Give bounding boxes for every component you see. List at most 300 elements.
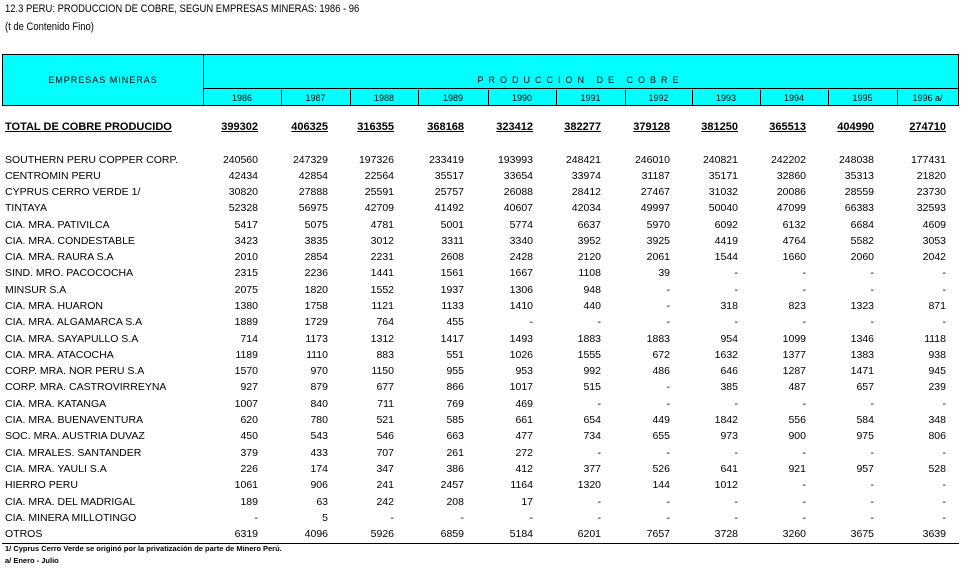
table-row <box>0 381 980 397</box>
table-cell: 620 <box>240 414 258 426</box>
table-cell: 17 <box>521 496 533 508</box>
table-cell: 4781 <box>370 219 394 231</box>
table-cell: 1555 <box>577 349 601 361</box>
table-cell: - <box>942 284 946 296</box>
table-cell: - <box>734 496 738 508</box>
table-cell: - <box>597 398 601 410</box>
table-row <box>0 447 980 463</box>
table-cell: - <box>870 284 874 296</box>
table-cell: 1164 <box>510 479 533 491</box>
table-cell: 1883 <box>646 333 670 345</box>
table-cell: 174 <box>310 463 328 475</box>
table-cell: 49997 <box>640 202 670 214</box>
table-cell: 6684 <box>850 219 874 231</box>
table-cell: 30820 <box>228 186 258 198</box>
table-cell: 780 <box>310 414 328 426</box>
table-cell: 7657 <box>646 528 670 540</box>
table-cell: 1441 <box>370 267 394 279</box>
table-cell: 42854 <box>298 170 328 182</box>
row-label: CYPRUS CERRO VERDE 1/ <box>5 186 141 198</box>
table-cell: 1173 <box>305 333 328 345</box>
table-cell: - <box>666 398 670 410</box>
table-row <box>0 300 980 316</box>
table-cell: 32860 <box>776 170 806 182</box>
table-cell: 25757 <box>434 186 464 198</box>
table-cell: - <box>802 398 806 410</box>
table-cell: 486 <box>652 365 670 377</box>
table-cell: 1758 <box>304 300 328 312</box>
table-cell: 28412 <box>571 186 601 198</box>
row-label: SIND. MRO. PACOCOCHA <box>5 267 134 279</box>
table-cell: 382277 <box>564 121 601 133</box>
table-cell: 551 <box>446 349 464 361</box>
table-cell: 1108 <box>578 267 601 279</box>
table-row <box>0 154 980 170</box>
table-cell: - <box>734 398 738 410</box>
table-cell: 47099 <box>776 202 806 214</box>
table-cell: 543 <box>310 430 328 442</box>
table-cell: 2060 <box>850 251 874 263</box>
table-cell: 5417 <box>234 219 258 231</box>
table-cell: 2854 <box>304 251 328 263</box>
table-cell: 515 <box>583 381 601 393</box>
table-cell: 52328 <box>228 202 258 214</box>
table-cell: 1820 <box>304 284 328 296</box>
table-cell: 32593 <box>916 202 946 214</box>
table-cell: 399302 <box>221 121 258 133</box>
table-cell: - <box>802 267 806 279</box>
table-cell: 3675 <box>850 528 874 540</box>
row-label: CIA. MRA. HUARON <box>5 300 104 312</box>
row-label: CIA. MRA. ALGAMARCA S.A <box>5 316 143 328</box>
table-cell: 1323 <box>850 300 874 312</box>
table-cell: 3952 <box>577 235 601 247</box>
year-header: 1989 <box>418 90 489 105</box>
table-cell: - <box>529 316 533 328</box>
row-label: SOC. MRA. AUSTRIA DUVAZ <box>5 430 145 442</box>
row-label: TINTAYA <box>5 202 47 214</box>
table-row <box>0 365 980 381</box>
row-label: CIA. MRA. KATANGA <box>5 398 107 410</box>
table-cell: 26088 <box>503 186 533 198</box>
table-cell: 945 <box>928 365 946 377</box>
table-row <box>0 398 980 414</box>
table-row <box>0 251 980 267</box>
table-cell: 39 <box>658 267 670 279</box>
table-cell: 189 <box>240 496 258 508</box>
table-cell: 1729 <box>304 316 328 328</box>
production-group-header: PRODUCCION DE COBRE <box>203 55 958 89</box>
table-cell: 412 <box>515 463 533 475</box>
table-cell: 5001 <box>440 219 464 231</box>
table-row <box>0 170 980 186</box>
table-cell: 546 <box>376 430 394 442</box>
table-cell: 1312 <box>370 333 394 345</box>
table-cell: 655 <box>652 430 670 442</box>
table-cell: 2061 <box>646 251 670 263</box>
table-cell: 1061 <box>234 479 258 491</box>
table-cell: 241 <box>376 479 394 491</box>
table-cell: 144 <box>652 479 670 491</box>
table-cell: - <box>460 512 464 524</box>
table-cell: 455 <box>446 316 464 328</box>
table-cell: 31032 <box>708 186 738 198</box>
table-cell: 1552 <box>370 284 394 296</box>
table-cell: 900 <box>788 430 806 442</box>
year-header: 1992 <box>625 90 693 105</box>
table-cell: 239 <box>928 381 946 393</box>
table-cell: 1493 <box>509 333 533 345</box>
table-cell: 368168 <box>427 121 464 133</box>
table-cell: 2428 <box>509 251 533 263</box>
table-cell: 469 <box>515 398 533 410</box>
year-header: 1990 <box>488 90 557 105</box>
year-header: 1996 a/ <box>912 92 943 103</box>
table-cell: 1133 <box>441 300 464 312</box>
table-cell: 1012 <box>714 479 738 491</box>
table-cell: 1883 <box>577 333 601 345</box>
table-cell: 42434 <box>228 170 258 182</box>
table-cell: 379128 <box>633 121 670 133</box>
row-label: CIA. MRALES. SANTANDER <box>5 447 142 459</box>
table-cell: 66383 <box>844 202 874 214</box>
table-cell: - <box>802 512 806 524</box>
table-cell: 2075 <box>234 284 258 296</box>
table-cell: 27467 <box>640 186 670 198</box>
table-cell: 404990 <box>837 121 874 133</box>
table-cell: - <box>734 316 738 328</box>
table-cell: - <box>870 447 874 459</box>
table-cell: 1320 <box>577 479 601 491</box>
table-cell: 23730 <box>916 186 946 198</box>
table-cell: 806 <box>928 430 946 442</box>
table-cell: 50040 <box>708 202 738 214</box>
table-cell: 1377 <box>782 349 806 361</box>
table-cell: 318 <box>720 300 738 312</box>
table-cell: 646 <box>720 365 738 377</box>
table-cell: - <box>802 284 806 296</box>
table-cell: 714 <box>240 333 258 345</box>
table-cell: 35517 <box>434 170 464 182</box>
table-cell: 2042 <box>922 251 946 263</box>
table-cell: 3925 <box>646 235 670 247</box>
table-cell: 385 <box>720 381 738 393</box>
table-cell: - <box>666 512 670 524</box>
table-cell: 35313 <box>844 170 874 182</box>
table-cell: 2120 <box>577 251 601 263</box>
table-cell: 5075 <box>304 219 328 231</box>
table-cell: - <box>870 496 874 508</box>
table-cell: 1471 <box>850 365 874 377</box>
table-cell: 1632 <box>714 349 738 361</box>
table-cell: 6319 <box>234 528 258 540</box>
table-cell: - <box>942 398 946 410</box>
table-row <box>0 349 980 365</box>
table-row <box>0 479 980 495</box>
row-label: SOUTHERN PERU COPPER CORP. <box>5 154 179 166</box>
row-label: CIA. MRA. SAYAPULLO S.A <box>5 333 139 345</box>
table-cell: 5926 <box>370 528 394 540</box>
table-cell: - <box>529 512 533 524</box>
table-cell: 5 <box>322 512 328 524</box>
table-cell: 4096 <box>304 528 328 540</box>
table-cell: 1544 <box>714 251 738 263</box>
table-cell: 42709 <box>364 202 394 214</box>
table-cell: 3423 <box>234 235 258 247</box>
table-cell: 3728 <box>714 528 738 540</box>
table-cell: 433 <box>310 447 328 459</box>
table-cell: 3311 <box>441 235 464 247</box>
table-cell: 734 <box>583 430 601 442</box>
table-cell: 2236 <box>304 267 328 279</box>
table-cell: 33654 <box>503 170 533 182</box>
table-cell: - <box>870 479 874 491</box>
table-row <box>0 496 980 512</box>
year-header: 1994 <box>760 90 829 105</box>
table-cell: 970 <box>310 365 328 377</box>
table-cell: 1561 <box>440 267 464 279</box>
table-cell: 663 <box>446 430 464 442</box>
table-cell: - <box>666 447 670 459</box>
table-cell: 3053 <box>922 235 946 247</box>
table-cell: - <box>734 447 738 459</box>
table-row <box>0 512 980 528</box>
row-label: TOTAL DE COBRE PRODUCIDO <box>5 121 172 133</box>
table-row <box>0 186 980 202</box>
table-cell: 1842 <box>714 414 738 426</box>
table-cell: 21820 <box>916 170 946 182</box>
companies-column-header: EMPRESAS MINERAS <box>3 55 204 105</box>
table-cell: 63 <box>316 496 328 508</box>
table-cell: 1380 <box>234 300 258 312</box>
table-cell: 879 <box>310 381 328 393</box>
table-cell: 2231 <box>370 251 394 263</box>
row-label: CIA. MRA. PATIVILCA <box>5 219 110 231</box>
table-cell: 27888 <box>298 186 328 198</box>
table-cell: 921 <box>788 463 806 475</box>
table-cell: 193993 <box>497 154 533 166</box>
table-cell: 585 <box>446 414 464 426</box>
table-cell: - <box>942 479 946 491</box>
table-cell: 3260 <box>782 528 806 540</box>
row-label: CIA. MRA. BUENAVENTURA <box>5 414 144 426</box>
table-cell: 948 <box>583 284 601 296</box>
table-cell: 477 <box>515 430 533 442</box>
table-cell: 764 <box>376 316 394 328</box>
table-cell: - <box>870 398 874 410</box>
table-cell: 953 <box>515 365 533 377</box>
row-label: OTROS <box>5 528 43 540</box>
table-cell: 41492 <box>434 202 464 214</box>
table-cell: - <box>666 316 670 328</box>
table-cell: 240821 <box>702 154 738 166</box>
table-cell: 2457 <box>440 479 464 491</box>
table-cell: 40607 <box>503 202 533 214</box>
table-cell: 528 <box>928 463 946 475</box>
table-cell: 584 <box>856 414 874 426</box>
table-cell: - <box>802 496 806 508</box>
table-cell: 4419 <box>714 235 738 247</box>
table-row <box>0 463 980 479</box>
table-cell: 5774 <box>509 219 533 231</box>
table-cell: 556 <box>788 414 806 426</box>
row-label: MINSUR S.A <box>5 284 67 296</box>
table-row <box>0 316 980 332</box>
table-cell: 406325 <box>291 121 328 133</box>
table-cell: 348 <box>928 414 946 426</box>
table-cell: - <box>870 267 874 279</box>
table-cell: 233419 <box>428 154 464 166</box>
table-cell: 840 <box>310 398 328 410</box>
table-cell: 4609 <box>922 219 946 231</box>
table-header <box>2 54 959 106</box>
row-label: CIA. MRA. RAURA S.A <box>5 251 114 263</box>
year-header: 1986 <box>203 90 282 105</box>
table-cell: 246010 <box>634 154 670 166</box>
table-row <box>0 284 980 300</box>
table-cell: 6092 <box>714 219 738 231</box>
table-cell: 3835 <box>304 235 328 247</box>
table-cell: - <box>666 284 670 296</box>
table-cell: 661 <box>515 414 533 426</box>
table-cell: 242 <box>376 496 394 508</box>
table-cell: 883 <box>376 349 394 361</box>
table-row <box>0 235 980 251</box>
table-cell: 526 <box>652 463 670 475</box>
table-cell: - <box>942 267 946 279</box>
table-subtitle: (t de Contenido Fino) <box>5 21 94 33</box>
table-cell: 56975 <box>298 202 328 214</box>
table-row <box>0 267 980 283</box>
table-cell: 248038 <box>838 154 874 166</box>
table-cell: 657 <box>856 381 874 393</box>
table-cell: 5184 <box>509 528 533 540</box>
table-cell: 248421 <box>565 154 601 166</box>
table-cell: 5970 <box>646 219 670 231</box>
table-cell: 1150 <box>371 365 394 377</box>
table-cell: 25591 <box>364 186 394 198</box>
table-cell: 242202 <box>770 154 806 166</box>
table-cell: 1937 <box>440 284 464 296</box>
footnote: 1/ Cyprus Cerro Verde se originó por la privatización de parte de Minero Perú. <box>5 544 282 553</box>
table-cell: 20086 <box>776 186 806 198</box>
table-cell: - <box>802 479 806 491</box>
table-cell: - <box>734 512 738 524</box>
table-cell: 197326 <box>358 154 394 166</box>
table-cell: 677 <box>376 381 394 393</box>
table-cell: 6201 <box>577 528 601 540</box>
table-cell: - <box>254 512 258 524</box>
table-cell: - <box>734 267 738 279</box>
table-cell: 386 <box>446 463 464 475</box>
table-cell: 1346 <box>850 333 874 345</box>
table-cell: 379 <box>240 447 258 459</box>
year-header: 1991 <box>556 90 626 105</box>
table-cell: 35171 <box>708 170 738 182</box>
table-cell: 1417 <box>440 333 464 345</box>
table-cell: 6859 <box>440 528 464 540</box>
table-cell: 973 <box>720 430 738 442</box>
table-cell: 1660 <box>782 251 806 263</box>
table-cell: 1007 <box>234 398 258 410</box>
table-cell: 226 <box>240 463 258 475</box>
table-cell: 4764 <box>782 235 806 247</box>
row-label: CENTROMIN PERU <box>5 170 101 182</box>
table-cell: - <box>390 512 394 524</box>
table-cell: - <box>666 300 670 312</box>
table-cell: - <box>597 512 601 524</box>
table-cell: 955 <box>446 365 464 377</box>
table-cell: - <box>597 447 601 459</box>
table-cell: 521 <box>376 414 394 426</box>
table-cell: 2315 <box>234 267 258 279</box>
table-cell: 450 <box>240 430 258 442</box>
table-cell: 1189 <box>235 349 258 361</box>
table-cell: 866 <box>446 381 464 393</box>
total-row <box>0 121 980 137</box>
table-row <box>0 202 980 218</box>
table-cell: 1118 <box>924 333 946 345</box>
table-cell: 316355 <box>357 121 394 133</box>
table-cell: 707 <box>376 447 394 459</box>
row-label: CORP. MRA. CASTROVIRREYNA <box>5 381 167 393</box>
table-cell: - <box>734 284 738 296</box>
table-cell: 1889 <box>234 316 258 328</box>
table-cell: 1121 <box>371 300 394 312</box>
table-cell: - <box>802 447 806 459</box>
table-cell: 654 <box>583 414 601 426</box>
table-row <box>0 528 980 544</box>
table-cell: 1306 <box>509 284 533 296</box>
row-label: HIERRO PERU <box>5 479 78 491</box>
table-cell: - <box>597 496 601 508</box>
table-cell: 261 <box>446 447 464 459</box>
table-cell: - <box>870 512 874 524</box>
table-cell: 906 <box>310 479 328 491</box>
table-cell: 274710 <box>909 121 946 133</box>
table-cell: - <box>802 316 806 328</box>
table-cell: 957 <box>856 463 874 475</box>
table-cell: 3340 <box>509 235 533 247</box>
table-cell: 1026 <box>509 349 533 361</box>
table-cell: 2010 <box>234 251 258 263</box>
table-cell: 927 <box>240 381 258 393</box>
table-cell: 954 <box>720 333 738 345</box>
table-cell: 1383 <box>850 349 874 361</box>
table-cell: 177431 <box>910 154 946 166</box>
table-cell: 769 <box>446 398 464 410</box>
table-cell: 6132 <box>782 219 806 231</box>
table-cell: 6637 <box>577 219 601 231</box>
table-cell: 3012 <box>370 235 394 247</box>
table-row <box>0 333 980 349</box>
table-cell: 240560 <box>222 154 258 166</box>
table-cell: - <box>942 512 946 524</box>
table-cell: 711 <box>377 398 394 410</box>
table-cell: 208 <box>446 496 464 508</box>
year-header: 1993 <box>692 90 761 105</box>
table-cell: 22564 <box>364 170 394 182</box>
table-cell: 487 <box>788 381 806 393</box>
table-row <box>0 430 980 446</box>
table-cell: 323412 <box>496 121 533 133</box>
table-cell: 272 <box>515 447 533 459</box>
row-label: CIA. MINERA MILLOTINGO <box>5 512 137 524</box>
row-label: CIA. MRA. CONDESTABLE <box>5 235 135 247</box>
table-cell: 365513 <box>769 121 806 133</box>
table-cell: 1410 <box>509 300 533 312</box>
table-cell: - <box>942 496 946 508</box>
